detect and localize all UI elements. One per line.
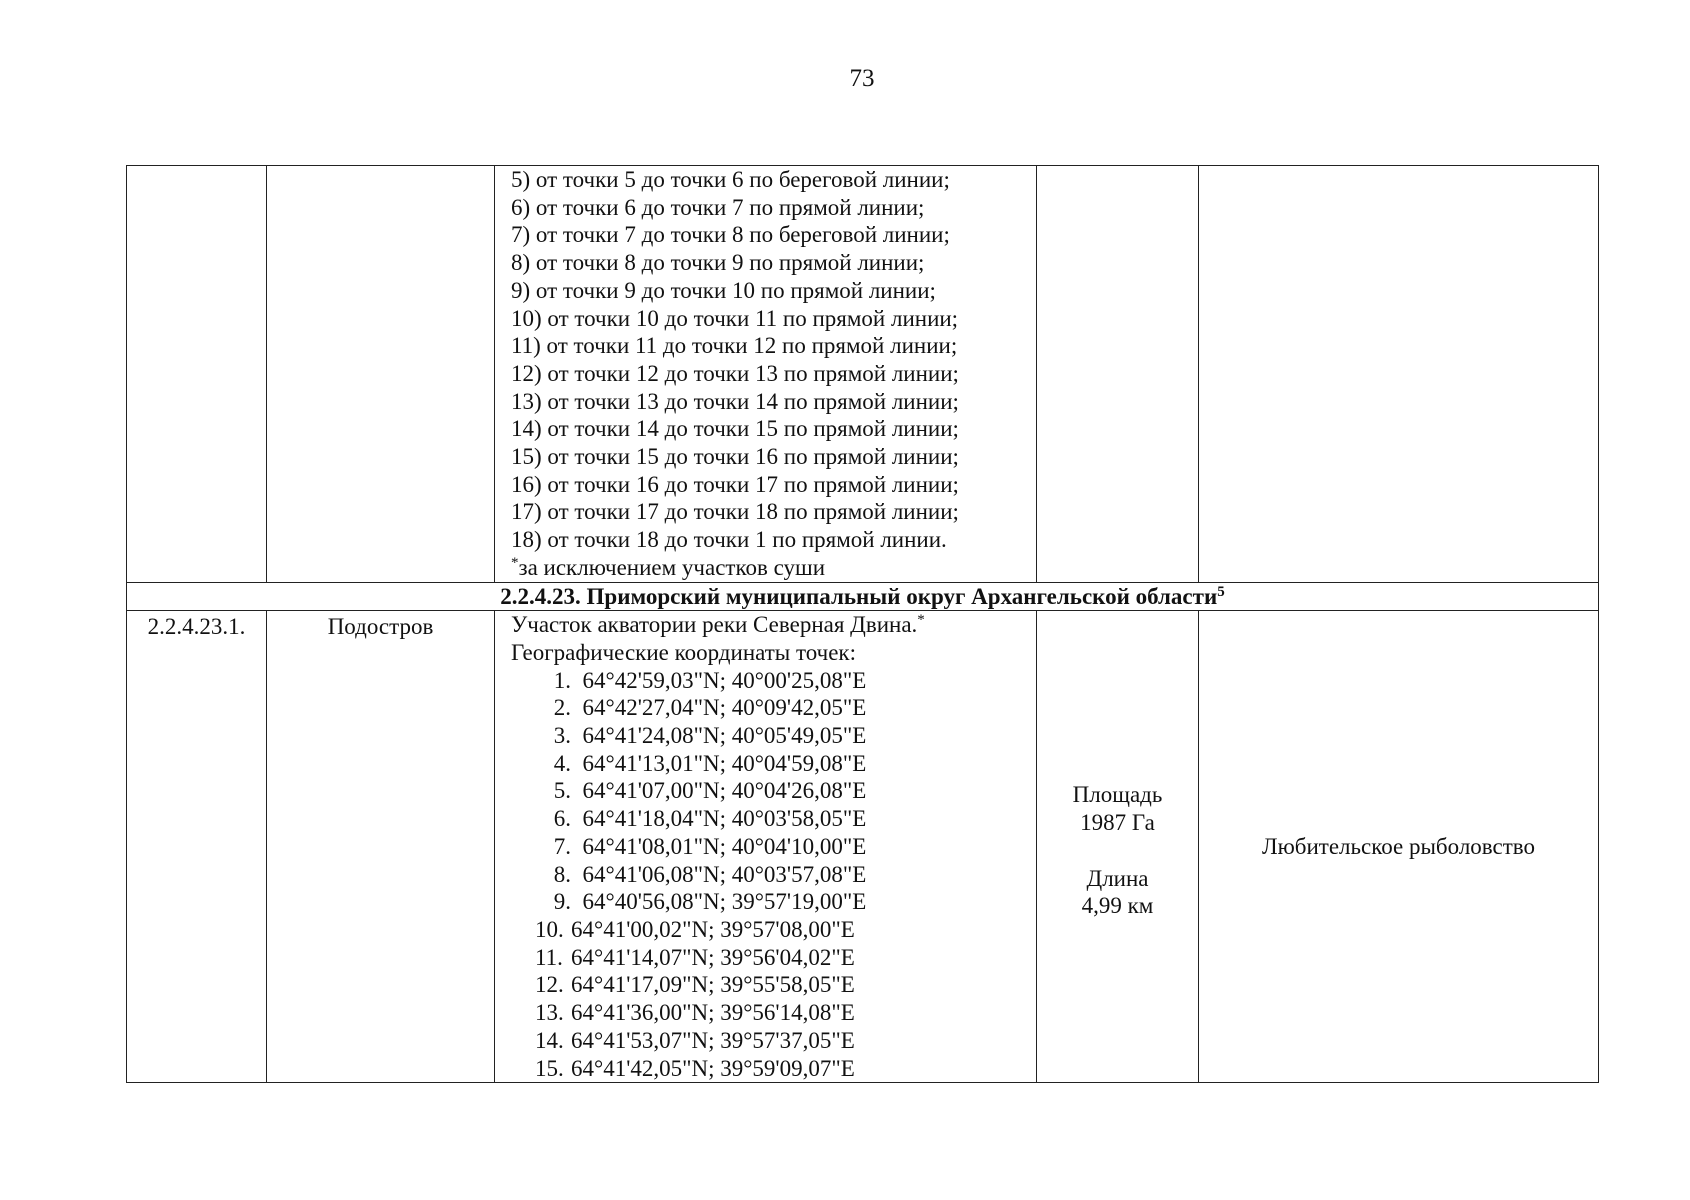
section-footnote-ref: 5 [1217, 583, 1225, 600]
fishing-areas-table [126, 165, 1599, 1083]
coordinate-item [511, 888, 1032, 916]
coordinate-value: 64°41'08,01"N; 40°04'10,00"E [582, 833, 867, 859]
coordinate-item [511, 694, 1032, 722]
boundary-line: 15) от точки 15 до точки 16 по прямой линии; [511, 444, 959, 470]
coordinate-index: 7. [553, 833, 571, 859]
continuation-name-cell [267, 166, 495, 583]
coordinate-value: 64°41'36,00"N; 39°56'14,08"E [571, 1000, 855, 1026]
entry-row [127, 611, 1599, 1083]
coordinate-value: 64°41'24,08"N; 40°05'49,05"E [582, 723, 867, 749]
boundary-line: 6) от точки 6 до точки 7 по прямой линии; [511, 194, 925, 220]
entry-description-cell [495, 611, 1037, 1083]
footnote-text: за исключением участков суши [518, 554, 826, 580]
entry-purpose: Любительское рыболовство [1199, 611, 1599, 1083]
boundary-line: 17) от точки 17 до точки 18 по прямой линии; [511, 499, 959, 525]
length-value: 4,99 км [1081, 893, 1154, 919]
section-title: 2.2.4.23. Приморский муниципальный округ Архангельской области [500, 583, 1218, 609]
coordinate-index: 4. [553, 750, 571, 776]
continuation-purpose-cell [1199, 166, 1599, 583]
boundary-line: 16) от точки 16 до точки 17 по прямой линии; [511, 471, 959, 497]
entry-name: Подостров [267, 611, 495, 1083]
coordinate-index: 10. [535, 916, 564, 942]
coordinate-value: 64°41'00,02"N; 39°57'08,00"E [571, 916, 855, 942]
coordinate-index: 11. [535, 944, 563, 970]
coordinate-index: 8. [553, 861, 571, 887]
size-spacer [1037, 837, 1198, 865]
entry-number: 2.2.4.23.1. [127, 611, 267, 1083]
footnote-mark: * [511, 554, 519, 571]
coordinate-value: 64°41'13,01"N; 40°04'59,08"E [582, 750, 867, 776]
coordinate-item [511, 861, 1032, 889]
coordinate-item [511, 999, 1032, 1027]
coordinate-index: 12. [535, 972, 564, 998]
area-value: 1987 Га [1080, 810, 1155, 836]
coordinate-value: 64°41'14,07"N; 39°56'04,02"E [571, 944, 855, 970]
coords-title: Географические координаты точек: [511, 639, 856, 665]
section-header [127, 582, 1599, 611]
boundary-line: 14) от точки 14 до точки 15 по прямой линии; [511, 416, 959, 442]
coordinate-item [511, 944, 1032, 972]
coordinate-item [511, 805, 1032, 833]
coordinate-value: 64°41'17,09"N; 39°55'58,05"E [571, 972, 855, 998]
coordinate-index: 6. [553, 806, 571, 832]
continuation-size-cell [1037, 166, 1199, 583]
footnote-line [511, 554, 1032, 582]
boundary-line: 12) от точки 12 до точки 13 по прямой линии; [511, 360, 959, 386]
coordinate-item [511, 667, 1032, 695]
boundary-line: 7) от точки 7 до точки 8 по береговой линии; [511, 222, 950, 248]
coordinate-item [511, 750, 1032, 778]
coordinate-value: 64°40'56,08"N; 39°57'19,00"E [582, 889, 867, 915]
coordinate-item [511, 722, 1032, 750]
coordinate-index: 15. [535, 1055, 564, 1081]
area-label: Площадь [1072, 782, 1163, 808]
coordinate-item [511, 777, 1032, 805]
boundary-line: 8) от точки 8 до точки 9 по прямой линии; [511, 250, 925, 276]
description-footnote-mark: * [917, 612, 925, 629]
section-header-row [127, 582, 1599, 611]
coordinate-value: 64°41'07,00"N; 40°04'26,08"E [582, 778, 867, 804]
entry-size-cell [1037, 611, 1199, 1083]
coordinate-index: 2. [553, 695, 571, 721]
coordinate-item [511, 971, 1032, 999]
continuation-number-cell [127, 166, 267, 583]
coordinate-index: 1. [553, 667, 571, 693]
continuation-row [127, 166, 1599, 583]
page-number: 73 [849, 65, 875, 92]
coordinate-value: 64°41'06,08"N; 40°03'57,08"E [582, 861, 867, 887]
coordinate-item [511, 1055, 1032, 1083]
coordinate-value: 64°42'27,04"N; 40°09'42,05"E [582, 695, 867, 721]
continuation-description-cell [495, 166, 1037, 583]
coordinate-index: 13. [535, 1000, 564, 1026]
length-label: Длина [1086, 865, 1149, 891]
coordinate-value: 64°41'18,04"N; 40°03'58,05"E [582, 806, 867, 832]
description-title: Участок акватории реки Северная Двина. [511, 612, 918, 638]
boundary-line: 11) от точки 11 до точки 12 по прямой линии; [511, 333, 958, 359]
boundary-line: 9) от точки 9 до точки 10 по прямой линии; [511, 277, 936, 303]
boundary-line: 5) от точки 5 до точки 6 по береговой линии; [511, 167, 950, 192]
coordinate-index: 14. [535, 1027, 564, 1053]
coordinate-value: 64°41'53,07"N; 39°57'37,05"E [571, 1027, 855, 1053]
boundary-line: 18) от точки 18 до точки 1 по прямой линии. [511, 527, 947, 553]
coordinate-value: 64°41'42,05"N; 39°59'09,07"E [571, 1055, 855, 1081]
description-title-line [511, 611, 1032, 639]
coordinate-index: 9. [553, 889, 571, 915]
coordinate-item [511, 916, 1032, 944]
coordinate-value: 64°42'59,03"N; 40°00'25,08"E [582, 667, 867, 693]
coordinate-list [511, 667, 1032, 1083]
coordinate-item [511, 1027, 1032, 1055]
coordinate-index: 5. [553, 778, 571, 804]
coordinate-item [511, 833, 1032, 861]
coordinate-index: 3. [553, 723, 571, 749]
boundary-line: 10) от точки 10 до точки 11 по прямой линии; [511, 305, 959, 331]
boundary-line: 13) от точки 13 до точки 14 по прямой линии; [511, 388, 959, 414]
